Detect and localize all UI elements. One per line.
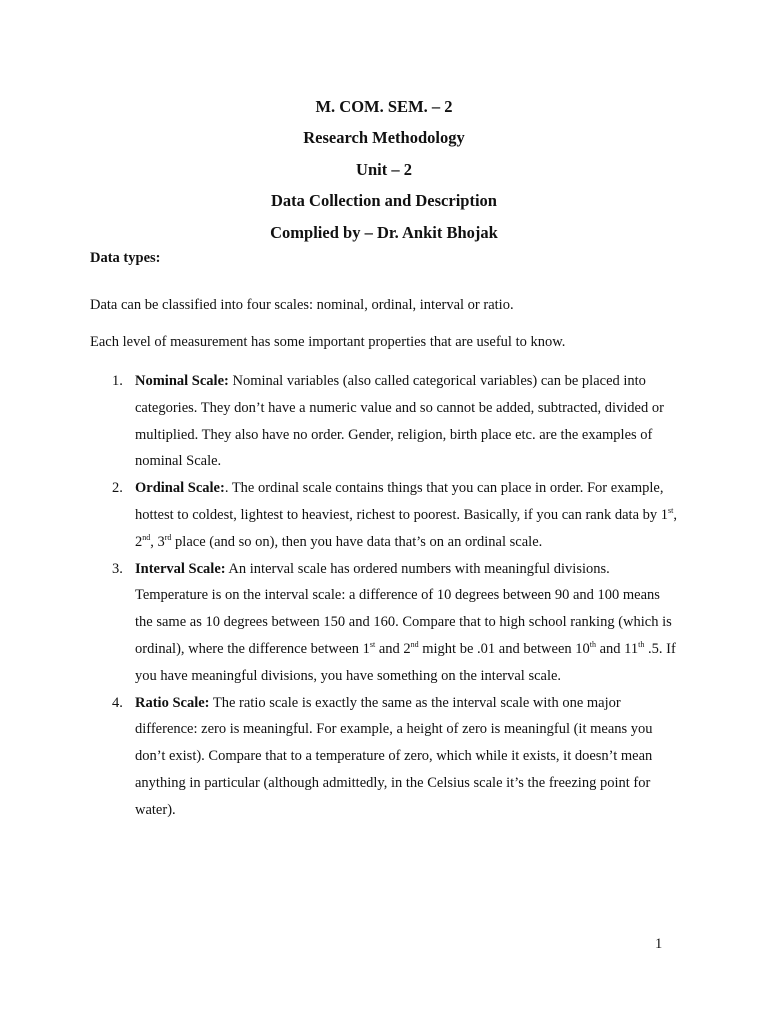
- list-number: 4.: [112, 694, 123, 711]
- intro-paragraph: Data can be classified into four scales: nominal, ordinal, interval or ratio.: [90, 297, 514, 313]
- item-text: , 3: [150, 533, 165, 550]
- superscript: st: [369, 639, 376, 649]
- author-line: Complied by – Dr. Ankit Bhojak: [270, 222, 498, 242]
- item-text: might be .01 and between 10: [418, 640, 590, 657]
- item-text: An interval scale has ordered numbers with meaningful divisions. Temperature is on the interval scale: a difference of 10 degrees between 90 and 100 means the same as 10 degrees between 150 and 160. Compare that to high school ranking (which is ordinal), where the difference between 1: [135, 560, 672, 657]
- document-header: [0, 91, 768, 248]
- section-heading: Data types:: [90, 250, 161, 266]
- superscript: st: [668, 505, 674, 515]
- list-item-interval: [0, 556, 768, 690]
- item-text: , 2: [135, 506, 677, 550]
- list-number: 2.: [112, 480, 123, 497]
- unit-title: Unit – 2: [356, 159, 412, 179]
- item-text: and 11: [596, 640, 639, 657]
- item-label: Interval Scale:: [135, 560, 226, 577]
- list-number: 1.: [112, 373, 123, 389]
- subject-title: Research Methodology: [303, 128, 465, 148]
- item-text: Nominal variables (also called categorical variables) can be placed into categories. They don’t have a numeric value and so cannot be added, subtracted, divided or multiplied. They also have no order. Gender, religion, birth place etc. are the examples of nominal Scale.: [135, 373, 664, 470]
- item-label: Nominal Scale:: [135, 373, 229, 389]
- list-number: 3.: [112, 560, 123, 577]
- item-text: and 2: [375, 640, 411, 657]
- chapter-title: Data Collection and Description: [271, 191, 497, 211]
- list-item-nominal: [0, 368, 768, 475]
- page-number: 1: [655, 936, 663, 952]
- item-label: Ordinal Scale:: [135, 480, 225, 497]
- scales-list: [0, 368, 768, 824]
- superscript: nd: [410, 639, 419, 649]
- properties-paragraph: Each level of measurement has some important properties that are useful to know.: [90, 334, 566, 350]
- item-text: place (and so on), then you have data that’s on an ordinal scale.: [171, 533, 543, 550]
- item-label: Ratio Scale:: [135, 694, 210, 711]
- superscript: th: [638, 639, 645, 649]
- item-text: .5. If you have meaningful divisions, you have something on the interval scale.: [135, 640, 676, 684]
- item-text: The ratio scale is exactly the same as the interval scale with one major difference: zero is meaningful. For example, a height of zero is meaningful (it means you don’t exist). Compare that to a temperature of zero, which while it exists, it doesn’t mean anything in particular (although admittedly, in the Celsius scale it’s the freezing point for water).: [135, 694, 653, 818]
- list-item-ratio: [0, 690, 768, 824]
- superscript: th: [589, 639, 596, 649]
- superscript: rd: [164, 532, 172, 542]
- list-item-ordinal: [0, 475, 768, 555]
- item-text: . The ordinal scale contains things that you can place in order. For example, hottest to coldest, lightest to heaviest, richest to poorest. Basically, if you can rank data by 1: [135, 480, 669, 523]
- course-title: M. COM. SEM. – 2: [315, 97, 453, 116]
- superscript: nd: [142, 532, 151, 542]
